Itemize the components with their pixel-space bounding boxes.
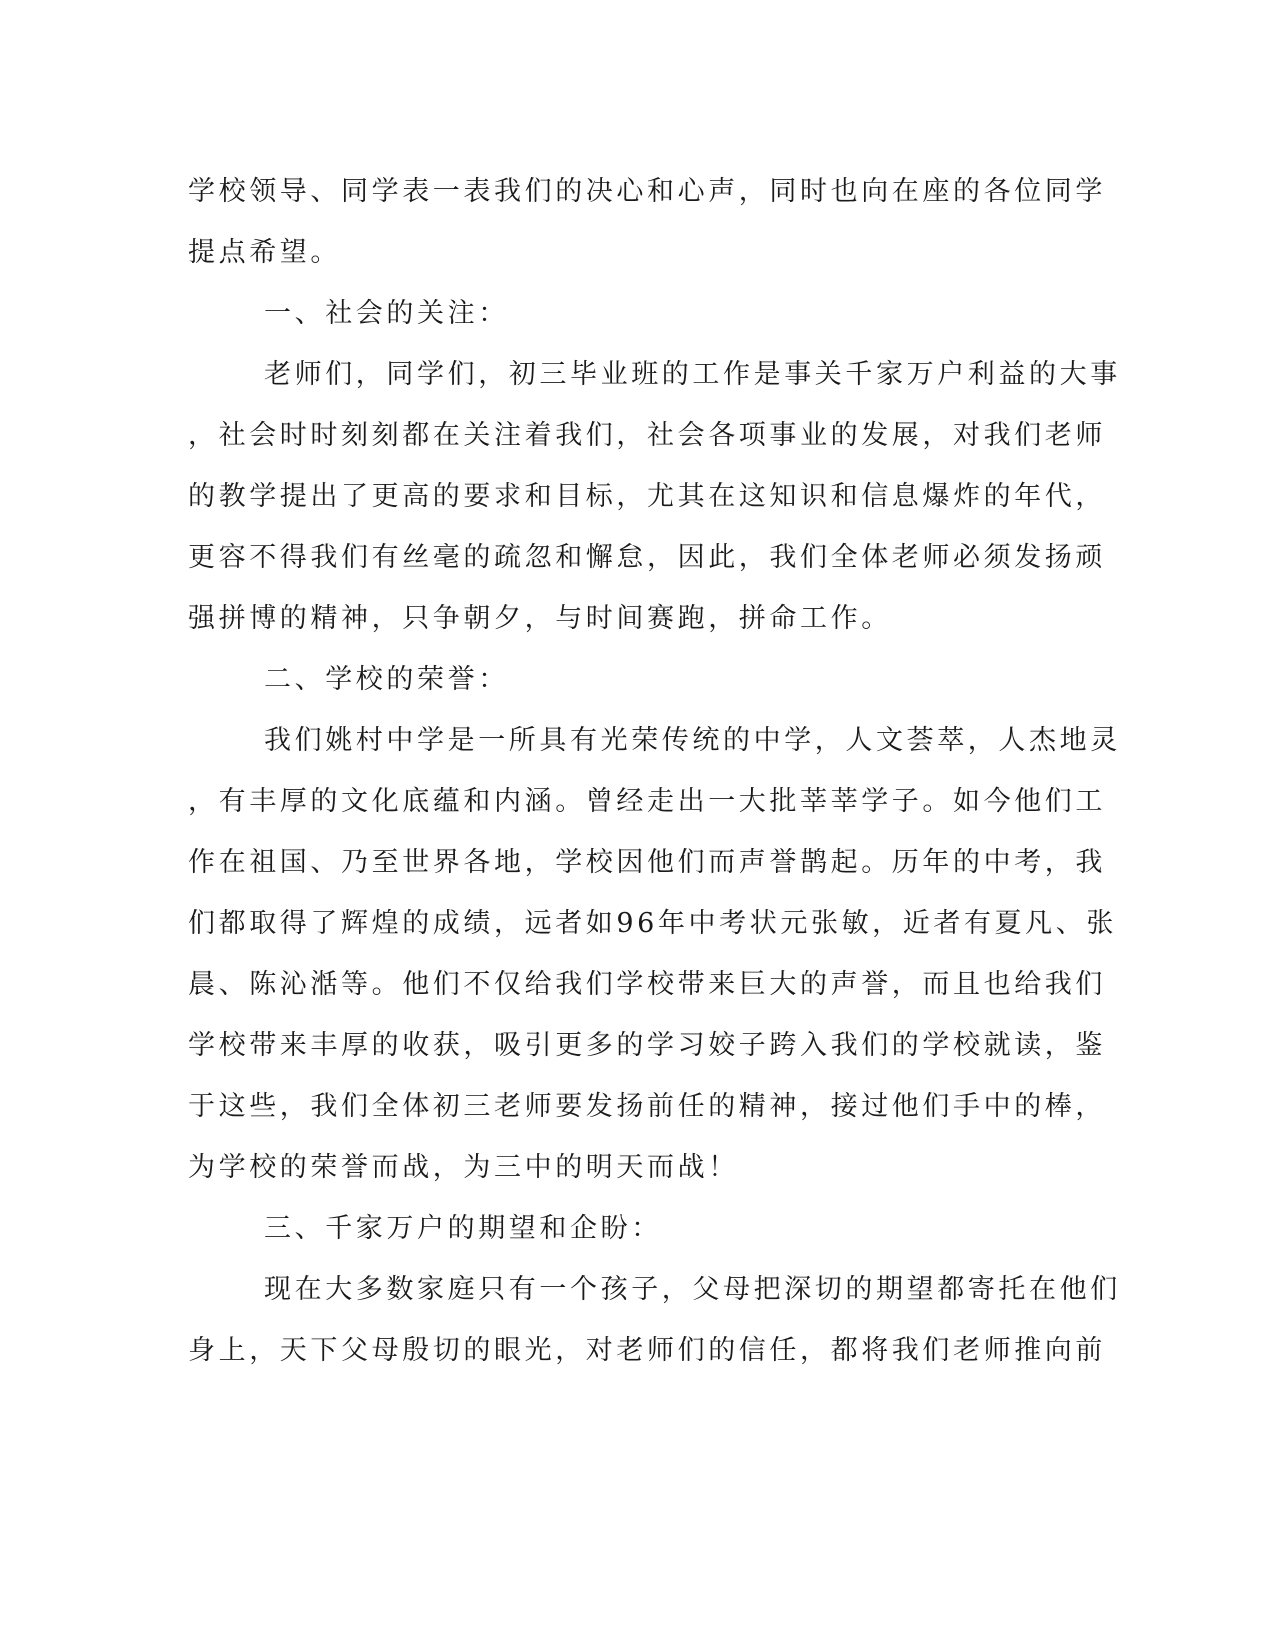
text-line: 学校领导、同学表一表我们的决心和心声，同时也向在座的各位同学 xyxy=(188,176,1106,207)
text-line: ，社会时时刻刻都在关注着我们，社会各项事业的发展，对我们老师 xyxy=(188,420,1106,451)
text-line: 作在祖国、乃至世界各地，学校因他们而声誉鹊起。历年的中考，我 xyxy=(188,847,1106,878)
text-line: 我们姚村中学是一所具有光荣传统的中学，人文荟萃，人杰地灵 xyxy=(264,725,1121,756)
text-line: 学校带来丰厚的收获，吸引更多的学习姣子跨入我们的学校就读，鉴 xyxy=(188,1030,1106,1061)
text-line: 身上，天下父母殷切的眼光，对老师们的信任，都将我们老师推向前 xyxy=(188,1335,1106,1366)
text-line: 于这些，我们全体初三老师要发扬前任的精神，接过他们手中的棒， xyxy=(188,1091,1106,1122)
section-heading-families: 三、千家万户的期望和企盼： xyxy=(264,1213,662,1244)
text-line: 老师们，同学们，初三毕业班的工作是事关千家万户利益的大事 xyxy=(264,359,1121,390)
text-line: ，有丰厚的文化底蕴和内涵。曾经走出一大批莘莘学子。如今他们工 xyxy=(188,786,1106,817)
text-line: 为学校的荣誉而战，为三中的明天而战！ xyxy=(188,1152,739,1183)
text-line: 现在大多数家庭只有一个孩子，父母把深切的期望都寄托在他们 xyxy=(264,1274,1121,1305)
body-text xyxy=(188,161,1121,1381)
text-line: 提点希望。 xyxy=(188,237,341,268)
section-heading-social: 一、社会的关注： xyxy=(264,298,509,329)
text-line: 们都取得了辉煌的成绩，远者如96年中考状元张敏，近者有夏凡、张 xyxy=(188,908,1117,939)
section-heading-school: 二、学校的荣誉： xyxy=(264,664,509,695)
text-line: 强拼博的精神，只争朝夕，与时间赛跑，拼命工作。 xyxy=(188,603,892,634)
text-line: 的教学提出了更高的要求和目标，尤其在这知识和信息爆炸的年代， xyxy=(188,481,1106,512)
text-line: 晨、陈沁湉等。他们不仅给我们学校带来巨大的声誉，而且也给我们 xyxy=(188,969,1106,1000)
text-line: 更容不得我们有丝毫的疏忽和懈怠，因此，我们全体老师必须发扬顽 xyxy=(188,542,1106,573)
